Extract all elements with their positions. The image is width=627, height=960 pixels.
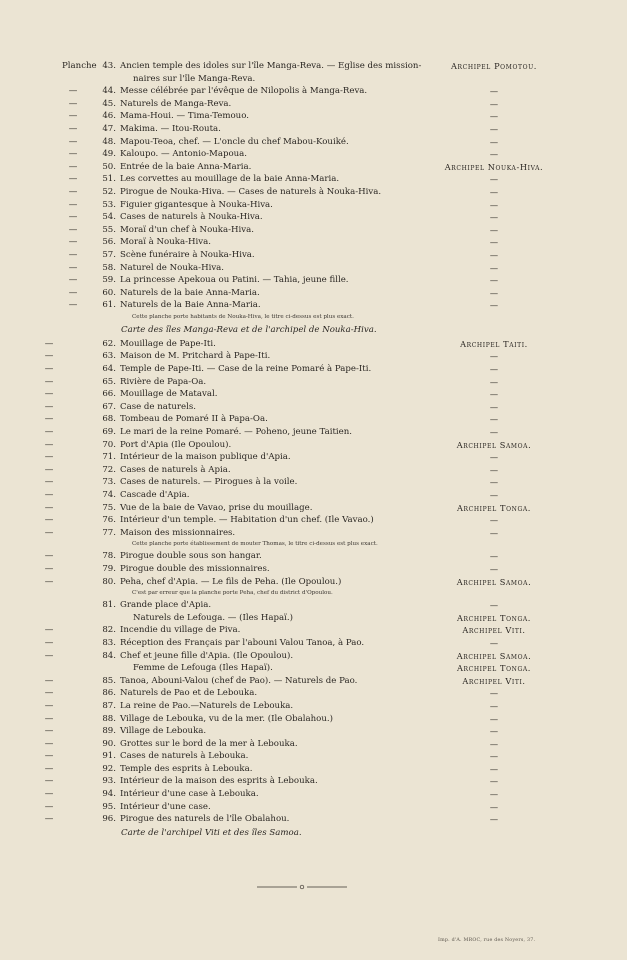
plate-number: 85.	[102, 675, 116, 686]
plate-title: Mama-Houi. — Tima-Temouo.	[120, 111, 249, 122]
plate-title: Village de Lebouka.	[120, 726, 207, 737]
plate-title: Naturels de Manga-Reva.	[120, 98, 232, 109]
plate-entry-continuation	[0, 73, 627, 86]
plate-number: 81.	[102, 600, 116, 611]
ditto-dash: —	[44, 789, 54, 800]
region-ditto: —	[489, 300, 499, 311]
region-ditto: —	[489, 490, 499, 500]
plate-entry	[0, 738, 627, 751]
plate-entry	[0, 514, 627, 527]
ditto-dash: —	[44, 401, 54, 412]
archipelago-name: Archipel Samoa.	[456, 650, 532, 661]
planche-label: Planche	[62, 61, 97, 71]
plate-entry	[0, 750, 627, 763]
plate-entry	[0, 262, 627, 275]
ditto-dash: —	[68, 249, 78, 260]
ditto-dash: —	[44, 763, 54, 774]
plate-title: Vue de la baie de Vavao, prise du mouillage.	[120, 502, 313, 513]
plate-title: Intérieur d'un temple. — Habitation d'un chef. (Ile Vavao.)	[120, 515, 374, 526]
plate-entry	[0, 813, 627, 826]
plate-title: Maison des missionnaires.	[120, 527, 236, 538]
ditto-dash: —	[68, 300, 78, 311]
ditto-dash: —	[68, 262, 78, 273]
plate-entry	[0, 788, 627, 801]
plate-note	[0, 588, 627, 599]
ditto-dash: —	[44, 477, 54, 488]
region-ditto: —	[489, 789, 499, 800]
ditto-dash: —	[68, 224, 78, 235]
region-ditto: —	[489, 688, 499, 699]
plate-entry	[0, 148, 627, 161]
plate-number: 68.	[102, 414, 116, 425]
ditto-dash: —	[44, 439, 54, 450]
plate-title: Figuier gigantesque à Nouka-Hiva.	[120, 199, 273, 210]
plate-entry	[0, 338, 627, 351]
ditto-dash: —	[44, 625, 54, 636]
plate-number: 71.	[102, 452, 116, 463]
plate-title: Les corvettes au mouillage de la baie Anna-Maria.	[120, 174, 340, 185]
ditto-dash: —	[68, 287, 78, 298]
plate-entry	[0, 350, 627, 363]
plate-entry	[0, 464, 627, 477]
plate-title: Intérieur d'une case.	[120, 801, 211, 812]
ditto-dash: —	[44, 700, 54, 711]
archipelago-name: Archipel Viti.	[462, 675, 526, 686]
ditto-dash: —	[68, 136, 78, 147]
ditto-dash: —	[44, 502, 54, 513]
printer-imprint: Imp. d'A. MROC, rue des Noyers, 37.	[438, 938, 536, 943]
plate-entry	[0, 763, 627, 776]
plate-entry	[0, 274, 627, 287]
plate-number: 57.	[102, 249, 116, 260]
ditto-dash: —	[44, 490, 54, 500]
plate-title: Mapou-Teoa, chef. — L'oncle du chef Mabou-Kouiké.	[120, 136, 349, 147]
ditto-dash: —	[44, 713, 54, 724]
plate-title: Incendie du village de Piva.	[120, 625, 241, 636]
ditto-dash: —	[68, 199, 78, 210]
plate-entry	[0, 186, 627, 199]
plate-title: Cases de naturels à Apia.	[120, 464, 231, 475]
archipelago-name: Archipel Viti.	[462, 625, 526, 636]
plate-number: 92.	[102, 763, 116, 774]
ditto-dash: —	[44, 675, 54, 686]
plate-title: Moraï d'un chef à Nouka-Hiva.	[120, 224, 254, 235]
region-ditto: —	[489, 376, 499, 387]
plate-number: 52.	[102, 186, 116, 197]
plate-entry	[0, 236, 627, 249]
plate-number: 78.	[102, 551, 116, 562]
archipelago-name: Archipel Tonga.	[457, 502, 531, 513]
plate-entry	[0, 136, 627, 149]
region-ditto: —	[489, 637, 499, 648]
plate-entry	[0, 161, 627, 174]
plate-title: Cascade d'Apia.	[120, 490, 190, 500]
region-ditto: —	[489, 713, 499, 724]
plate-number: 75.	[102, 502, 116, 513]
region-ditto: —	[489, 600, 499, 611]
plate-entry	[0, 211, 627, 224]
region-ditto: —	[489, 262, 499, 273]
plate-entry	[0, 224, 627, 237]
region-ditto: —	[489, 551, 499, 562]
plate-entry	[0, 502, 627, 515]
ditto-dash: —	[44, 389, 54, 400]
ditto-dash: —	[44, 814, 54, 825]
plate-number: 58.	[102, 262, 116, 273]
plate-title: Naturels de la Baie Anna-Maria.	[120, 300, 261, 311]
plate-entry-continuation	[0, 662, 627, 675]
region-ditto: —	[489, 389, 499, 400]
ditto-dash: —	[68, 111, 78, 122]
plate-title: Cases de naturels. — Pirogues à la voile.	[120, 477, 298, 488]
plate-entry	[0, 413, 627, 426]
region-ditto: —	[489, 563, 499, 574]
plate-title: Réception des Français par l'abouni Valou Tanoa, à Pao.	[120, 637, 365, 648]
region-ditto: —	[489, 427, 499, 438]
plate-entry	[0, 173, 627, 186]
region-ditto: —	[489, 464, 499, 475]
region-ditto: —	[489, 149, 499, 160]
plate-number: 79.	[102, 563, 116, 574]
plate-entry	[0, 624, 627, 637]
plate-title: Cases de naturels à Lebouka.	[120, 751, 249, 762]
ditto-dash: —	[44, 801, 54, 812]
region-ditto: —	[489, 700, 499, 711]
plate-title: Maison de M. Pritchard à Pape-Iti.	[120, 351, 271, 362]
ditto-dash: —	[68, 149, 78, 160]
plate-number: 59.	[102, 275, 116, 286]
plate-number: 45.	[102, 98, 116, 109]
ditto-dash: —	[44, 464, 54, 475]
ditto-dash: —	[68, 275, 78, 286]
plate-entry	[0, 287, 627, 300]
plate-number: 93.	[102, 776, 116, 787]
plate-entry	[0, 637, 627, 650]
plate-number: 76.	[102, 515, 116, 526]
plate-entry	[0, 550, 627, 563]
plate-entry	[0, 363, 627, 376]
plate-number: 46.	[102, 111, 116, 122]
ditto-dash: —	[44, 738, 54, 749]
plate-entry	[0, 700, 627, 713]
region-ditto: —	[489, 751, 499, 762]
plate-number: 83.	[102, 637, 116, 648]
plate-entry	[0, 110, 627, 123]
ditto-dash: —	[68, 186, 78, 197]
plate-note	[0, 312, 627, 323]
plate-number: 90.	[102, 738, 116, 749]
region-ditto: —	[489, 249, 499, 260]
plate-title: Pirogue de Nouka-Hiva. — Cases de naturels à Nouka-Hiva.	[120, 186, 382, 197]
region-ditto: —	[489, 515, 499, 526]
plate-entry	[0, 599, 627, 612]
map-caption	[0, 826, 627, 841]
plate-entry	[0, 98, 627, 111]
region-ditto: —	[489, 98, 499, 109]
plate-number: 69.	[102, 427, 116, 438]
plate-number: 60.	[102, 287, 116, 298]
plate-entry	[0, 299, 627, 312]
plate-title: Pirogue double des missionnaires.	[120, 563, 270, 574]
plate-number: 54.	[102, 212, 116, 223]
plate-entry	[0, 476, 627, 489]
plate-entry	[0, 687, 627, 700]
plate-title: Naturel de Nouka-Hiva.	[120, 262, 225, 273]
plate-number: 96.	[102, 814, 116, 825]
map-title: Carte des îles Manga-Reva et de l'archipel de Nouka-Hiva.	[121, 324, 377, 335]
region-ditto: —	[489, 86, 499, 97]
plate-entry	[0, 439, 627, 452]
plate-entry	[0, 451, 627, 464]
region-ditto: —	[489, 801, 499, 812]
archipelago-name: Archipel Samoa.	[456, 576, 532, 587]
plate-title: Naturels de Lefouga. — (Iles Hapaï.)	[133, 612, 293, 623]
map-caption	[0, 323, 627, 338]
plate-number: 94.	[102, 789, 116, 800]
archipelago-name: Archipel Samoa.	[456, 439, 532, 450]
plate-title: Messe célébrée par l'évêque de Nilopolis à Manga-Reva.	[120, 86, 368, 97]
plate-title: Mouillage de Pape-Iti.	[120, 338, 216, 349]
plate-number: 66.	[102, 389, 116, 400]
plate-title: Entrée de la baie Anna-Maria.	[120, 161, 252, 172]
region-ditto: —	[489, 111, 499, 122]
region-ditto: —	[489, 174, 499, 185]
plate-entry	[0, 376, 627, 389]
plate-entry	[0, 713, 627, 726]
region-ditto: —	[489, 351, 499, 362]
plate-number: 62.	[102, 338, 116, 349]
plate-number: 67.	[102, 401, 116, 412]
archipelago-name: Archipel Taiti.	[460, 338, 528, 349]
plate-title: Intérieur d'une case à Lebouka.	[120, 789, 259, 800]
region-ditto: —	[489, 763, 499, 774]
note-text: Cette planche porte habitants de Nouka-Hiva, le titre ci-dessus est plus exact.	[132, 313, 354, 320]
plate-entry	[0, 725, 627, 738]
plate-entry-continuation	[0, 612, 627, 625]
plate-title: Intérieur de la maison publique d'Apia.	[120, 452, 291, 463]
plate-entry	[0, 60, 627, 73]
plate-title: Peha, chef d'Apia. — Le fils de Peha. (Ile Opoulou.)	[120, 576, 342, 587]
ditto-dash: —	[44, 650, 54, 661]
plate-number: 73.	[102, 477, 116, 488]
map-title: Carte de l'archipel Viti et des îles Samoa.	[121, 827, 302, 838]
plate-title: Scène funéraire à Nouka-Hiva.	[120, 249, 255, 260]
ditto-dash: —	[44, 364, 54, 375]
region-ditto: —	[489, 212, 499, 223]
ditto-dash: —	[44, 551, 54, 562]
plate-title: Chef et jeune fille d'Apia. (Ile Opoulou).	[120, 650, 294, 661]
plate-title: Cases de naturels à Nouka-Hiva.	[120, 212, 263, 223]
region-ditto: —	[489, 527, 499, 538]
ditto-dash: —	[68, 98, 78, 109]
plate-number: 53.	[102, 199, 116, 210]
ditto-dash: —	[44, 351, 54, 362]
ornament-divider	[257, 884, 347, 890]
plate-title: Intérieur de la maison des esprits à Lebouka.	[120, 776, 318, 787]
archipelago-name: Archipel Nouka-Hiva.	[444, 161, 544, 172]
plate-entry	[0, 650, 627, 663]
plate-number: 49.	[102, 149, 116, 160]
plate-title: Pirogue double sous son hangar.	[120, 551, 262, 562]
ditto-dash: —	[44, 376, 54, 387]
plate-title: Village de Lebouka, vu de la mer. (Ile Obalahou.)	[120, 713, 333, 724]
plate-title: Ancien temple des idoles sur l'île Manga-Reva. — Eglise des mission-	[120, 61, 422, 71]
region-ditto: —	[489, 477, 499, 488]
region-ditto: —	[489, 186, 499, 197]
plate-title: Naturels de la baie Anna-Maria.	[120, 287, 260, 298]
ditto-dash: —	[44, 688, 54, 699]
plate-note	[0, 539, 627, 550]
plate-title: Tombeau de Pomaré II à Papa-Oa.	[120, 414, 268, 425]
ditto-dash: —	[44, 527, 54, 538]
plate-number: 51.	[102, 174, 116, 185]
plate-title: Temple des esprits à Lebouka.	[120, 763, 253, 774]
region-ditto: —	[489, 136, 499, 147]
plate-entry	[0, 527, 627, 540]
plate-number: 63.	[102, 351, 116, 362]
plate-title: Grottes sur le bord de la mer à Lebouka.	[120, 738, 298, 749]
plate-entry	[0, 123, 627, 136]
plate-title: La princesse Apekoua ou Patini. — Tahia, jeune fille.	[120, 275, 349, 286]
plate-title: Le mari de la reine Pomaré. — Poheno, jeune Taitien.	[120, 427, 352, 438]
ditto-dash: —	[68, 212, 78, 223]
plate-title: naires sur l'île Manga-Reva.	[133, 73, 256, 84]
plate-entry	[0, 388, 627, 401]
region-ditto: —	[489, 364, 499, 375]
ditto-dash: —	[68, 123, 78, 134]
plate-number: 64.	[102, 364, 116, 375]
plate-number: 47.	[102, 123, 116, 134]
region-ditto: —	[489, 401, 499, 412]
ditto-dash: —	[44, 414, 54, 425]
plate-entry	[0, 85, 627, 98]
region-ditto: —	[489, 224, 499, 235]
plate-number: 74.	[102, 490, 116, 500]
archipelago-name: Archipel Pomotou.	[451, 61, 537, 71]
region-ditto: —	[489, 237, 499, 248]
plate-title: Port d'Apia (Ile Opoulou).	[120, 439, 232, 450]
ditto-dash: —	[44, 637, 54, 648]
plate-title: Case de naturels.	[120, 401, 196, 412]
plate-number: 87.	[102, 700, 116, 711]
ditto-dash: —	[44, 515, 54, 526]
plate-number: 70.	[102, 439, 116, 450]
plate-entry	[0, 249, 627, 262]
plate-number: 95.	[102, 801, 116, 812]
plate-number: 86.	[102, 688, 116, 699]
plate-entry	[0, 426, 627, 439]
plate-entry	[0, 576, 627, 589]
plate-entry	[0, 801, 627, 814]
plate-number: 88.	[102, 713, 116, 724]
plate-title: Kaloupo. — Antonio-Mapoua.	[120, 149, 248, 160]
region-ditto: —	[489, 414, 499, 425]
plate-entry	[0, 775, 627, 788]
note-text: Cette planche porte établissement de mouter Thomas, le titre ci-dessus est plus exact.	[132, 541, 378, 548]
ditto-dash: —	[44, 776, 54, 787]
plate-title: Rivière de Papa-Oa.	[120, 376, 207, 387]
plate-number: 61.	[102, 300, 116, 311]
plate-entry	[0, 563, 627, 576]
plate-title: Moraï à Nouka-Hiva.	[120, 237, 211, 248]
plate-number: 48.	[102, 136, 116, 147]
ditto-dash: —	[68, 174, 78, 185]
ditto-dash: —	[44, 338, 54, 349]
plate-entry	[0, 489, 627, 502]
plate-title: Naturels de Pao et de Lebouka.	[120, 688, 258, 699]
plate-title: Makima. — Itou-Routa.	[120, 123, 221, 134]
plate-number: 84.	[102, 650, 116, 661]
region-ditto: —	[489, 452, 499, 463]
ditto-dash: —	[44, 452, 54, 463]
plate-title: Mouillage de Mataval.	[120, 389, 218, 400]
region-ditto: —	[489, 726, 499, 737]
plate-number: 55.	[102, 224, 116, 235]
plate-number: 44.	[102, 86, 116, 97]
plate-number: 56.	[102, 237, 116, 248]
ditto-dash: —	[44, 576, 54, 587]
ditto-dash: —	[44, 751, 54, 762]
plate-title: Tanoa, Abouni-Valou (chef de Pao). — Naturels de Pao.	[120, 675, 358, 686]
plate-number: 50.	[102, 161, 116, 172]
plate-number: 43.	[102, 61, 116, 71]
ditto-dash: —	[68, 86, 78, 97]
plate-number: 72.	[102, 464, 116, 475]
plate-title: La reine de Pao.—Naturels de Lebouka.	[120, 700, 294, 711]
region-ditto: —	[489, 123, 499, 134]
plate-entry	[0, 199, 627, 212]
ditto-dash: —	[68, 237, 78, 248]
archipelago-name: Archipel Tonga.	[457, 663, 531, 674]
plate-number: 65.	[102, 376, 116, 387]
plate-number: 89.	[102, 726, 116, 737]
region-ditto: —	[489, 275, 499, 286]
region-ditto: —	[489, 199, 499, 210]
plate-title: Pirogue des naturels de l'île Obalahou.	[120, 814, 290, 825]
plate-number: 91.	[102, 751, 116, 762]
ditto-dash: —	[44, 427, 54, 438]
plate-entry	[0, 675, 627, 688]
plate-title: Temple de Pape-Iti. — Case de la reine Pomaré à Pape-Iti.	[120, 364, 372, 375]
region-ditto: —	[489, 287, 499, 298]
ditto-dash: —	[68, 161, 78, 172]
plate-number: 77.	[102, 527, 116, 538]
region-ditto: —	[489, 814, 499, 825]
note-text: C'est par erreur que la planche porte Peha, chef du district d'Opoulou.	[132, 590, 333, 597]
plate-title: Femme de Lefouga (Iles Hapaï).	[133, 663, 273, 674]
plate-listing	[0, 60, 627, 841]
plate-entry	[0, 401, 627, 414]
region-ditto: —	[489, 776, 499, 787]
ditto-dash: —	[44, 563, 54, 574]
ditto-dash: —	[44, 726, 54, 737]
archipelago-name: Archipel Tonga.	[457, 612, 531, 623]
plate-number: 82.	[102, 625, 116, 636]
plate-number: 80.	[102, 576, 116, 587]
plate-title: Grande place d'Apia.	[120, 600, 212, 611]
region-ditto: —	[489, 738, 499, 749]
